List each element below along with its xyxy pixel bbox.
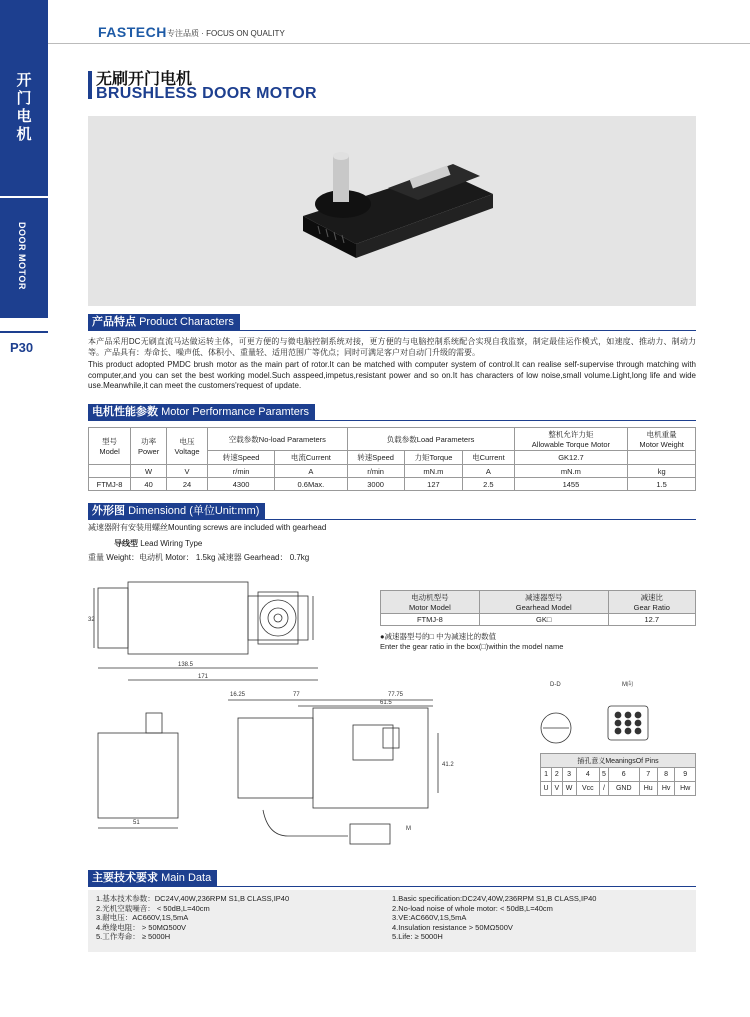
dim-61-5: 61.5: [380, 700, 392, 706]
model-table: 电动机型号 Motor Model 减速器型号 Gearhead Model 减速比 Gear Ratio FTMJ-8 GK□ 12.7: [380, 590, 696, 626]
wiring-type-label: 导线型 Lead Wiring Type: [114, 539, 203, 548]
page-number-rule: [0, 331, 48, 333]
dim-32: 32: [88, 617, 95, 623]
dim-171: 171: [198, 674, 209, 680]
main-data-box: [88, 890, 696, 952]
characteristics-text-en: This product adopted PMDC brush motor as the main part of rotor.It can be matched with computer system of control.It can realise self-supervise through matching with computer,and you can set the best working model.Such asspeed,impetus,resistant power and so on.It has characters of low noise,small volume.Light,long life and wide use.Meanwhile,it can meet the customers'request of update.: [88, 360, 696, 390]
header-rule: [48, 43, 750, 44]
main-data-en: 1.Basic specification:DC24V,40W,236RPM S1,B CLASS,IP40 2.No-load noise of whole motor: < 50dB,L=40cm 3.VE:AC660V,1S,5mA 4.Insulation resistance > 50MΩ500V 5.Life: ≥ 5000H: [392, 894, 597, 941]
weight-line: 重量 Weight：电动机 Motor： 1.5kg 减速器 Gearhead： 0.7kg: [88, 553, 310, 562]
table-row: FTMJ-8 GK□ 12.7: [381, 614, 696, 626]
category-sidebar: [0, 0, 48, 318]
title-accent-bar: [88, 71, 92, 99]
section-main-data: 主要技术要求 Main Data: [88, 870, 696, 887]
dim-41-2: 41.2: [442, 762, 454, 768]
brand-tagline: 专注品质 · FOCUS ON QUALITY: [167, 29, 285, 38]
pin-number-row: 1 2 3 4 5 6 7 8 9: [541, 768, 696, 782]
page-title-cn: 无刷开门电机: [96, 71, 193, 88]
product-photo: [88, 116, 696, 306]
dim-77-75: 77.75: [388, 692, 404, 698]
brand-logo: FASTECH: [98, 24, 167, 40]
page-title-en: BRUSHLESS DOOR MOTOR: [96, 85, 317, 102]
dim-51: 51: [133, 820, 140, 826]
dim-138-5: 138.5: [178, 662, 194, 668]
section-product-characters: 产品特点 Product Characters: [88, 314, 696, 331]
section-dimension: 外形图 Dimensiond (单位Unit:mm): [88, 503, 696, 520]
sidebar-divider: [0, 196, 48, 198]
mounting-screws-note: 减速器附有安装用螺丝Mounting screws are included with gearhead: [88, 523, 327, 532]
label-d-d: D-D: [550, 682, 561, 688]
dim-16-25: 16.25: [230, 692, 246, 698]
pin-meaning-row: U V W Vcc / GND Hu Hv Hw: [541, 782, 696, 796]
dim-m: M: [406, 826, 411, 832]
label-m-view: M向: [622, 682, 633, 688]
performance-table: 型号 Model 功率 Power 电压 Voltage 空载参数No-load Parameters 负载参数Load Parameters 整机允许力矩 Allowable Torque Motor 电机重量 Motor Weight 转速Speed 电流Current 转速Speed 力矩Torque 电Current GK12.7 W V r/min A r/min mN.m A mN.m kg FTMJ-8 40 24 4300 0.6Max. 3000 127 2.5 1455 1.5: [88, 427, 696, 491]
section-performance: 电机性能参数 Motor Performance Paramters: [88, 404, 696, 421]
page-number: P30: [10, 340, 34, 355]
category-label-cn: 开门电机: [16, 72, 32, 143]
table-row: FTMJ-8 40 24 4300 0.6Max. 3000 127 2.5 1455 1.5: [89, 478, 696, 491]
main-data-cn: 1.基本技术参数：DC24V,40W,236RPM S1,B CLASS,IP40 2.光机空载噪音： < 50dB,L=40cm 3.耐电压：AC660V,1S,5mA 4.绝缘电阻： > 50MΩ500V 5.工作寿命： ≥ 5000H: [96, 894, 290, 941]
units-row: W V r/min A r/min mN.m A mN.m kg: [89, 465, 696, 478]
characteristics-text-cn: 本产品采用DC无刷直流马达做运转主体，可更方便的与微电脑控制系统对接，更方便的与电脑控制系统配合实现自我监察，制定最佳运作模式，如速度、推动力、制动力等。产品具有：寿命长、噪声低、体积小、重量轻、适用范围广等优点；同时可满足客户对自动门升级的需要。: [88, 337, 696, 357]
gear-ratio-note: ●减速器型号的□ 中为减速比的数值 Enter the gear ratio in the box(□)within the model name: [380, 632, 564, 651]
dim-77: 77: [293, 692, 300, 698]
category-label-en: DOOR MOTOR: [17, 222, 27, 290]
motor-illustration: [88, 116, 696, 306]
pin-meaning-table: 插孔意义MeaningsOf Pins 1 2 3 4 5 6 7 8 9 U V W Vcc / GND Hu Hv Hw: [540, 753, 696, 796]
